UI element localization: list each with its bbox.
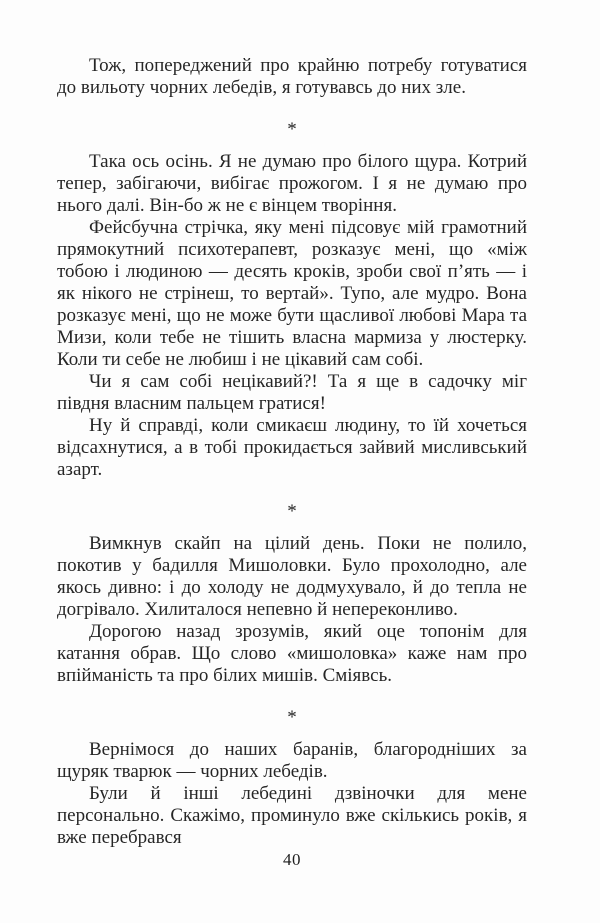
page-text-column [57, 55, 527, 849]
page-footer [57, 850, 527, 870]
paragraph: Були й інші лебедині дзвіночки для мене персонально. Скажімо, проминуло вже скількись років, я вже перебрався [57, 783, 527, 848]
asterisk-glyph: * [287, 119, 297, 140]
page-number: 40 [283, 850, 301, 869]
paragraph: Тож, попереджений про крайню потребу готуватися до вильоту чорних лебедів, я готувавсь до них зле. [57, 55, 527, 98]
section-separator [57, 119, 527, 141]
paragraph: Ну й справді, коли смикаєш людину, то їй хочеться відсахнутися, а в тобі прокидається зайвий мисливський азарт. [57, 415, 527, 480]
paragraph: Така ось осінь. Я не думаю про білого щура. Котрий тепер, забігаючи, вибігає прожогом. І я не думаю про нього далі. Він-бо ж не є вінцем творіння. [57, 151, 527, 216]
paragraph: Чи я сам собі нецікавий?! Та я ще в садочку міг півдня власним пальцем гратися! [57, 371, 527, 414]
asterisk-glyph: * [287, 707, 297, 728]
paragraph: Фейсбучна стрічка, яку мені підсовує мій грамотний прямокутний психотерапевт, розказує мені, що «між тобою і людиною — десять кроків, зроби свої п’ять — і як нікого не стрінеш, то вертай». Тупо, але мудро. Вона розказує мені, що не може бути щасливої любові Мара та Мизи, коли тебе не тішить власна мармиза у люстерку. Коли ти себе не любиш і не цікавий сам собі. [57, 217, 527, 370]
paragraph: Вимкнув скайп на цілий день. Поки не полило, покотив у бадилля Мишоловки. Було прохолодно, але якось дивно: і до холоду не додмухувало, й до тепла не догрівало. Хилиталося непевно й непереконливо. [57, 533, 527, 620]
asterisk-glyph: * [287, 501, 297, 522]
section-separator [57, 501, 527, 523]
section-separator [57, 707, 527, 729]
paragraph: Дорогою назад зрозумів, який оце топонім для катання обрав. Що слово «мишоловка» каже нам про впійманість та про білих мишів. Сміявсь. [57, 621, 527, 686]
paragraph: Вернімося до наших баранів, благородніших за щуряк тварюк — чорних лебедів. [57, 739, 527, 782]
